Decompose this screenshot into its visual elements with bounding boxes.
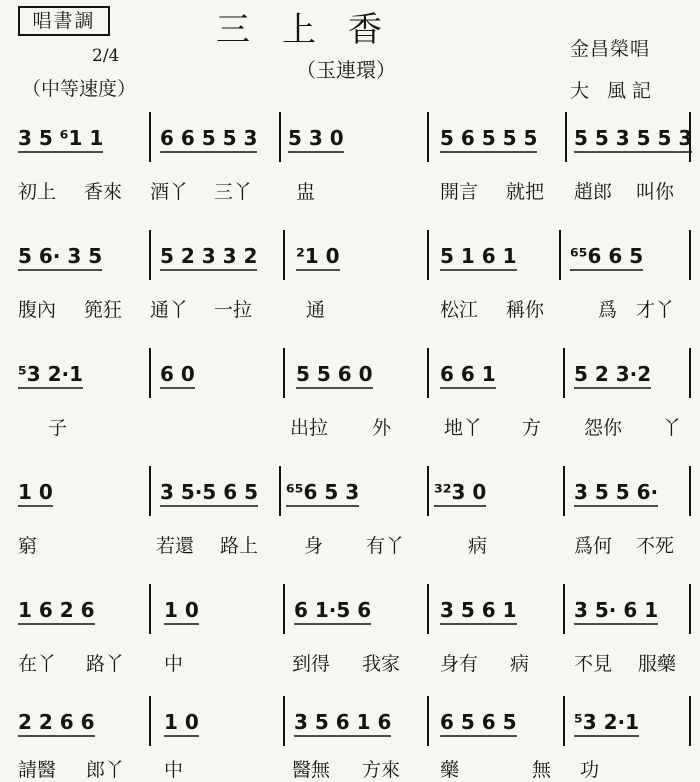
lyrics-row <box>0 298 700 322</box>
lyric: 開言 <box>440 181 479 203</box>
measure: 2 2 6 6 <box>18 710 95 734</box>
lyric: 病 <box>468 535 488 557</box>
measure: 3 5 6 1 <box>440 598 517 622</box>
lyric: 不見 <box>574 653 613 675</box>
measure: ⁵3 2·1 <box>18 362 84 386</box>
measure: 5 6· 3 5 <box>18 244 103 268</box>
lyric: 出拉 <box>290 417 329 439</box>
measure: ⁵3 2·1 <box>574 710 640 734</box>
lyrics-row <box>0 758 700 782</box>
lyric: 無 <box>532 759 552 781</box>
lyric: 到得 <box>292 653 331 675</box>
lyric: 稱你 <box>506 299 545 321</box>
measure: ²1 0 <box>296 244 340 268</box>
lyrics-row <box>0 180 700 204</box>
lyric: 請醫 <box>18 759 57 781</box>
lyric: 在丫 <box>18 653 57 675</box>
lyric: 香來 <box>84 181 123 203</box>
notation-row <box>0 590 700 630</box>
lyric: 怨你 <box>584 417 623 439</box>
notation-row <box>0 236 700 276</box>
lyric: 初上 <box>18 181 57 203</box>
lyric: 中 <box>164 653 184 675</box>
lyric: 不死 <box>636 535 675 557</box>
measure: 1 0 <box>164 598 199 622</box>
lyric: 身 <box>304 535 324 557</box>
lyric: 身有 <box>440 653 479 675</box>
measure: 5 5 3 5 5 3 <box>574 126 693 150</box>
singer-credit: 金昌榮唱 <box>570 38 651 60</box>
lyric: 子 <box>48 417 68 439</box>
measure: 6 0 <box>160 362 195 386</box>
lyric: 趙郎 <box>574 181 613 203</box>
lyric: 爲 <box>598 299 618 321</box>
lyric: 方來 <box>362 759 401 781</box>
measure: ⁶⁵6 5 3 <box>286 480 360 504</box>
lyric: 路上 <box>220 535 259 557</box>
lyric: 就把 <box>506 181 545 203</box>
lyric: 盅 <box>296 181 316 203</box>
notation-row <box>0 702 700 742</box>
measure: 5 3 0 <box>288 126 344 150</box>
measure: 1 0 <box>18 480 53 504</box>
measure: 5 2 3·2 <box>574 362 652 386</box>
song-title: 三上香 <box>216 10 414 50</box>
measure: ³²3 0 <box>434 480 487 504</box>
measure: 3 5·5 6 5 <box>160 480 259 504</box>
tempo-marking: （中等速度） <box>22 78 137 100</box>
lyric: 服藥 <box>638 653 677 675</box>
lyric: 才丫 <box>636 299 675 321</box>
measure: 3 5 6 1 6 <box>294 710 392 734</box>
lyric: 郎丫 <box>86 759 125 781</box>
lyric: 通 <box>306 299 326 321</box>
lyrics-row <box>0 416 700 440</box>
measure: 6 5 6 5 <box>440 710 517 734</box>
measure: ⁶⁵6 6 5 <box>570 244 644 268</box>
lyric: 三丫 <box>214 181 253 203</box>
lyric: 腹內 <box>18 299 57 321</box>
measure: 3 5· 6 1 <box>574 598 659 622</box>
lyric: 丫 <box>662 417 682 439</box>
recorder-credit: 大 風記 <box>570 80 658 102</box>
measure: 6 1·5 6 <box>294 598 372 622</box>
notation-row <box>0 354 700 394</box>
measure: 3 5 5 6· <box>574 480 659 504</box>
measure: 5 2 3 3 2 <box>160 244 258 268</box>
measure: 1 0 <box>164 710 199 734</box>
lyrics-row <box>0 652 700 676</box>
song-subtitle: （玉連環） <box>296 58 396 82</box>
measure: 6 6 1 <box>440 362 496 386</box>
lyric: 外 <box>372 417 392 439</box>
measure: 3 5 ⁶1 1 <box>18 126 104 150</box>
notation-row <box>0 472 700 512</box>
lyric: 窮 <box>18 535 38 557</box>
lyric: 篼狂 <box>84 299 123 321</box>
lyric: 有丫 <box>366 535 405 557</box>
lyric: 醫無 <box>292 759 331 781</box>
lyric: 若還 <box>156 535 195 557</box>
lyric: 功 <box>580 759 600 781</box>
lyric: 路丫 <box>86 653 125 675</box>
measure: 5 5 6 0 <box>296 362 373 386</box>
time-signature: 2/4 <box>92 46 120 66</box>
lyric: 松江 <box>440 299 479 321</box>
measure: 6 6 5 5 3 <box>160 126 258 150</box>
lyric: 我家 <box>362 653 401 675</box>
lyric: 地丫 <box>444 417 483 439</box>
lyrics-row <box>0 534 700 558</box>
lyric: 病 <box>510 653 530 675</box>
lyric: 叫你 <box>636 181 675 203</box>
lyric: 藥 <box>440 759 460 781</box>
lyric: 通丫 <box>150 299 189 321</box>
measure: 1 6 2 6 <box>18 598 95 622</box>
notation-row <box>0 118 700 158</box>
lyric: 方 <box>522 417 542 439</box>
lyric: 中 <box>164 759 184 781</box>
lyric: 一拉 <box>214 299 253 321</box>
measure: 5 1 6 1 <box>440 244 517 268</box>
genre-label: 唱書調 <box>18 6 110 36</box>
lyric: 酒丫 <box>150 181 189 203</box>
lyric: 爲何 <box>574 535 613 557</box>
measure: 5 6 5 5 5 <box>440 126 538 150</box>
